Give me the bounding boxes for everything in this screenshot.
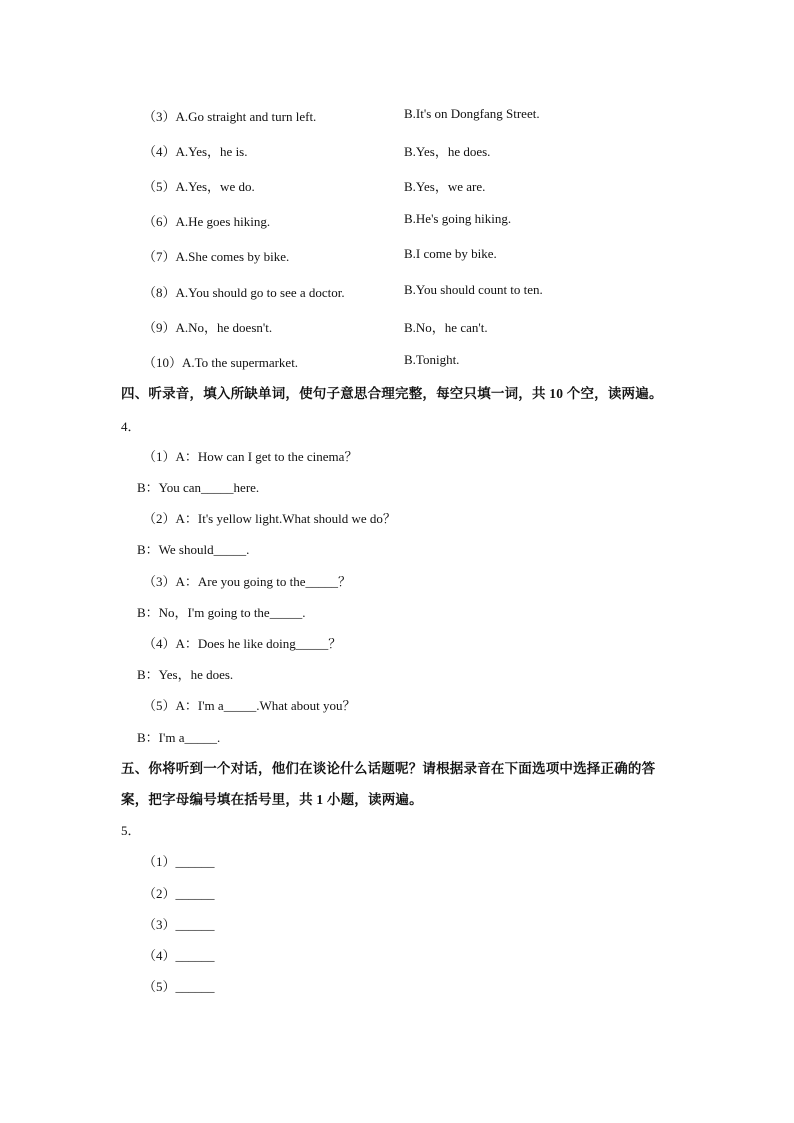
dialogue-line: B：We should_____. — [137, 542, 250, 557]
option-row — [143, 282, 703, 300]
answer-blank[interactable]: （5）______ — [143, 979, 215, 994]
option-a: （9）A.No，he doesn't. — [143, 320, 273, 335]
section-heading: 四、听录音，填入所缺单词，使句子意思合理完整，每空只填一词，共 10 个空，读两遍。 — [121, 386, 663, 401]
answer-blank[interactable]: （2）______ — [143, 886, 215, 901]
dialogue-line: B：I'm a_____. — [137, 730, 221, 745]
option-row — [143, 352, 703, 370]
question-number: 5． — [121, 823, 141, 838]
option-b: B.Yes，we are. — [404, 179, 486, 194]
question-number: 4． — [121, 419, 141, 434]
answer-blank[interactable]: （3）______ — [143, 917, 215, 932]
dialogue-line: （3）A：Are you going to the_____？ — [143, 574, 351, 589]
option-row — [143, 317, 703, 335]
option-b: B.No，he can't. — [404, 320, 488, 335]
dialogue-line: B：No，I'm going to the_____. — [137, 605, 306, 620]
dialogue-line: B：You can_____here. — [137, 480, 260, 495]
option-b: B.You should count to ten. — [404, 282, 543, 297]
option-row — [143, 211, 703, 229]
dialogue-line: （4）A：Does he like doing_____？ — [143, 636, 342, 651]
answer-blank[interactable]: （4）______ — [143, 948, 215, 963]
option-a: （6）A.He goes hiking. — [143, 214, 271, 229]
section-heading: 五、你将听到一个对话，他们在谈论什么话题呢？请根据录音在下面选项中选择正确的答 — [121, 761, 656, 776]
option-b: B.I come by bike. — [404, 246, 497, 261]
option-b: B.Yes，he does. — [404, 144, 491, 159]
option-a: （3）A.Go straight and turn left. — [143, 109, 317, 124]
option-b: B.Tonight. — [404, 352, 460, 367]
section-heading-continued: 案，把字母编号填在括号里，共 1 小题，读两遍。 — [121, 792, 423, 807]
option-a: （8）A.You should go to see a doctor. — [143, 285, 345, 300]
option-a: （7）A.She comes by bike. — [143, 249, 290, 264]
dialogue-line: （5）A：I'm a_____.What about you？ — [143, 698, 356, 713]
option-b: B.It's on Dongfang Street. — [404, 106, 540, 121]
option-a: （4）A.Yes，he is. — [143, 144, 248, 159]
option-b: B.He's going hiking. — [404, 211, 512, 226]
dialogue-line: （1）A：How can I get to the cinema？ — [143, 449, 358, 464]
dialogue-line: （2）A：It's yellow light.What should we do？ — [143, 511, 396, 526]
dialogue-line: B：Yes，he does. — [137, 667, 234, 682]
option-row — [143, 176, 703, 194]
option-a: （5）A.Yes，we do. — [143, 179, 255, 194]
answer-blank[interactable]: （1）______ — [143, 854, 215, 869]
option-row — [143, 246, 703, 264]
option-a: （10）A.To the supermarket. — [143, 355, 299, 370]
option-row — [143, 106, 703, 124]
option-row — [143, 141, 703, 159]
